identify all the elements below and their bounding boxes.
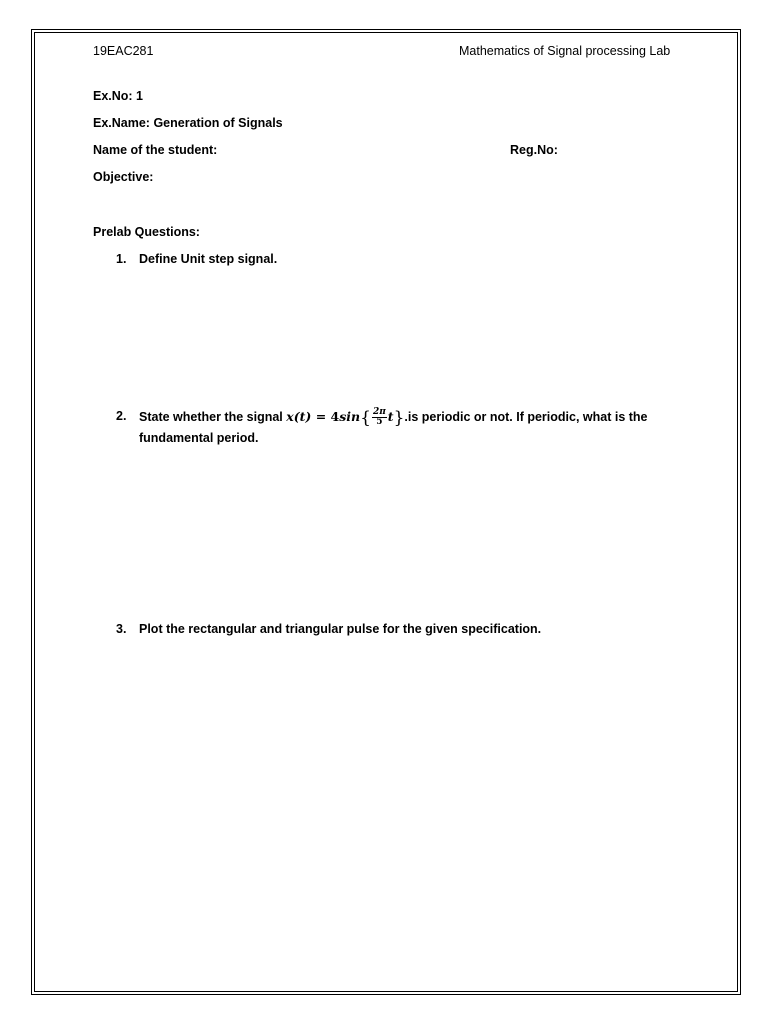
fraction-numerator: 2π [372, 407, 386, 417]
right-brace-symbol: } [393, 408, 405, 428]
equation-coef: 4 [330, 409, 340, 424]
question-3-text: Plot the rectangular and triangular pulse for the given specification. [139, 622, 542, 636]
student-name-label: Name of the student: [93, 143, 218, 157]
equation-var: t [387, 409, 394, 424]
course-title: Mathematics of Signal processing Lab [459, 44, 671, 58]
question-2-number: 2. [116, 409, 127, 423]
left-brace-symbol: { [360, 408, 371, 428]
equation-lhs: x(t) [286, 409, 312, 424]
equation-func: sin [339, 409, 361, 424]
question-3-number: 3. [116, 622, 127, 636]
equation-equals: = [315, 409, 327, 424]
signal-equation [286, 407, 405, 428]
objective-label: Objective: [93, 170, 154, 184]
question-2-line-2: fundamental period. [139, 431, 259, 445]
course-code: 19EAC281 [93, 44, 154, 58]
reg-no-label: Reg.No: [510, 143, 558, 157]
ex-name: Ex.Name: Generation of Signals [93, 116, 283, 130]
fraction-denominator: 5 [376, 417, 383, 427]
equation-fraction [372, 408, 387, 427]
question-1-number: 1. [116, 252, 127, 266]
question-2-text-before: State whether the signal [139, 410, 283, 424]
question-2-line-1 [139, 408, 648, 427]
page-border-bottom [31, 994, 741, 995]
question-1-text: Define Unit step signal. [139, 252, 278, 266]
question-2-text-after: .is periodic or not. If periodic, what is the [404, 410, 648, 424]
ex-no: Ex.No: 1 [93, 89, 144, 103]
prelab-heading: Prelab Questions: [93, 225, 200, 239]
